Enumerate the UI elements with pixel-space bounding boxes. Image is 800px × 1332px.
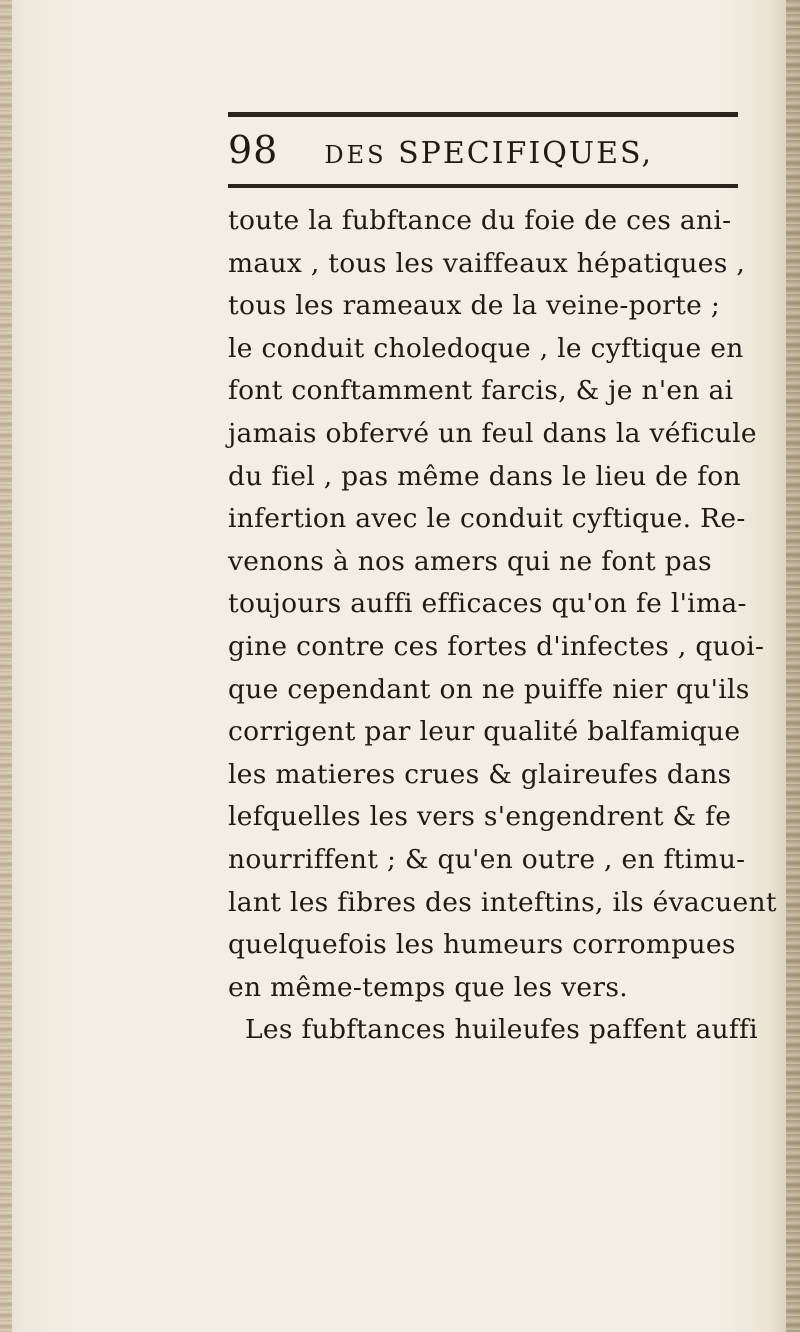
text-line: nourriffent ; & qu'en outre , en ftimu- [228, 843, 746, 875]
text-line: du fiel , pas même dans le lieu de fon [228, 460, 741, 492]
running-head [324, 136, 653, 171]
text-line: infertion avec le conduit cyftique. Re- [228, 503, 746, 535]
text-line: que cependant on ne puiffe nier qu'ils [228, 673, 750, 705]
text-line: gine contre ces fortes d'infectes , quoi- [228, 630, 765, 662]
page-header [228, 128, 738, 176]
text-line: le conduit choledoque , le cyftique en [228, 332, 744, 364]
text-line: tous les rameaux de la veine-porte ; [228, 290, 721, 322]
text-line: maux , tous les vaiffeaux hépatiques , [228, 247, 746, 279]
text-line: lant les fibres des inteftins, ils évacuent [228, 886, 777, 918]
text-line: venons à nos amers qui ne font pas [228, 545, 712, 577]
text-line: toute la fubftance du foie de ces ani- [228, 205, 732, 236]
text-line: corrigent par leur qualité balfamique [228, 716, 741, 748]
page-edge [786, 0, 800, 1332]
text-line: toujours auffi efficaces qu'on fe l'ima- [228, 588, 747, 620]
body-text [228, 200, 777, 1052]
page-number: 98 [228, 128, 279, 172]
text-line: quelquefois les humeurs corrompues [228, 929, 736, 961]
header-rule-top [228, 112, 738, 117]
text-line: jamais obfervé un feul dans la véficule [228, 417, 757, 449]
text-line: font conftamment farcis, & je n'en ai [228, 375, 734, 407]
paragraph-start-line: Les fubftances huileufes paffent auffi [245, 1014, 758, 1046]
running-head-title: SPECIFIQUES, [398, 136, 654, 171]
header-rule-bottom [228, 184, 738, 188]
running-head-prefix: DES [324, 141, 387, 169]
text-line: en même-temps que les vers. [228, 971, 628, 1003]
binding-edge [0, 0, 12, 1332]
text-line: les matieres crues & glaireufes dans [228, 758, 732, 790]
text-line: lefquelles les vers s'engendrent & fe [228, 801, 732, 833]
